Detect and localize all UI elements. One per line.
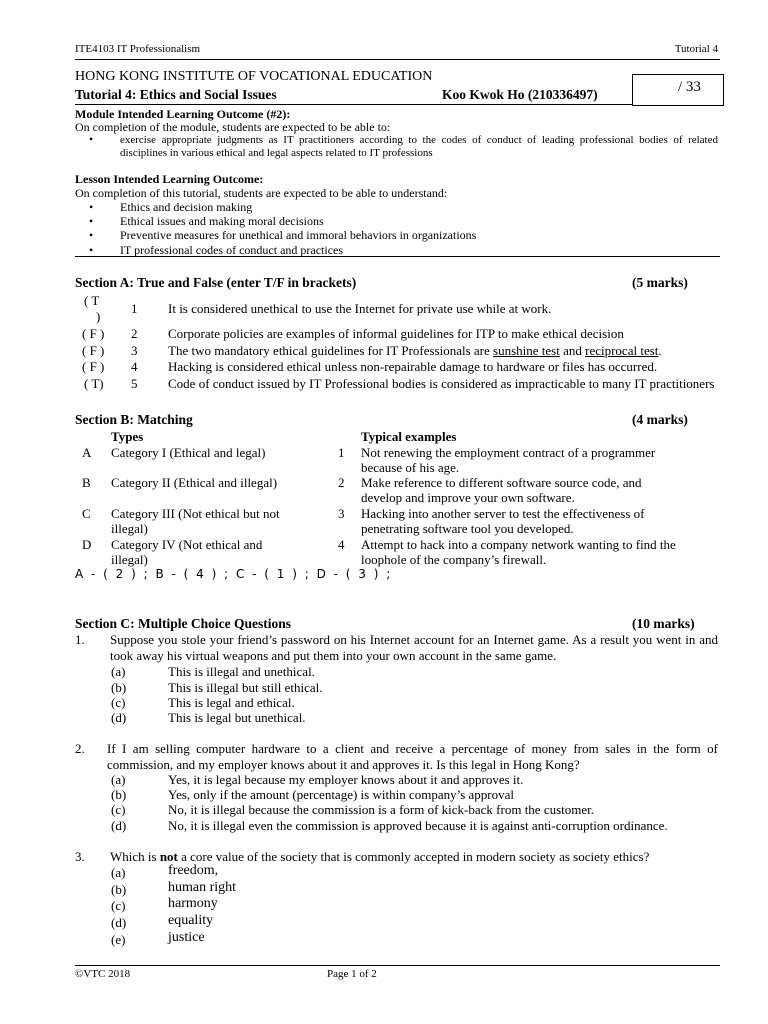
tf-statement: Code of conduct issued by IT Professional bodies is considered as impracticable to many IT practitioners — [168, 376, 715, 391]
section-a-marks: (5 marks) — [632, 275, 688, 290]
example-text-cont: loophole of the company’s firewall. — [361, 552, 547, 567]
lesson-outcome-item: Ethical issues and making moral decisions — [120, 214, 324, 228]
example-number: 1 — [338, 445, 345, 460]
header-course: ITE4103 IT Professionalism — [75, 43, 201, 55]
example-number: 3 — [338, 506, 345, 521]
question-text: If I am selling computer hardware to a client and receive a percentage of money from sales in the form of commission, and my employer knows about it and approves it. Is this legal in Hong Kong? — [107, 741, 718, 772]
example-text-cont: because of his age. — [361, 460, 460, 475]
tf-number: 1 — [131, 301, 138, 316]
type-letter: B — [82, 475, 91, 490]
tf-number: 5 — [131, 376, 138, 391]
option-label: (a) — [111, 865, 126, 880]
tf-answer: ( T — [84, 293, 100, 308]
score-box — [632, 74, 724, 106]
option-text: This is illegal but still ethical. — [168, 680, 323, 695]
option-text: This is legal but unethical. — [168, 710, 306, 725]
question-text: Suppose you stole your friend’s password on his Internet account for an Internet game. As a result you went in and took away his virtual weapons and put them into your own account in the same game. — [110, 632, 718, 663]
option-text: No, it is illegal even the commission is approved because it is against anti-corruption ordinance. — [168, 818, 668, 833]
header-tutorial: Tutorial 4 — [674, 43, 718, 55]
tf-answer: ( F ) — [82, 359, 105, 374]
option-label: (b) — [111, 882, 127, 897]
example-text: Make reference to different software source code, and — [361, 475, 642, 490]
section-c-marks: (10 marks) — [632, 616, 695, 631]
lesson-outcome-heading: Lesson Intended Learning Outcome: — [75, 172, 264, 186]
question-number: 1. — [75, 632, 85, 647]
footer-rule — [75, 965, 720, 966]
tf-number: 3 — [131, 343, 138, 358]
matching-answer-line: A - ( 2 ) ; B - ( 4 ) ; C - ( 1 ) ; D - ( 3 ) ; — [75, 567, 393, 581]
option-label: (b) — [111, 787, 127, 802]
option-text: human right — [168, 880, 237, 895]
option-text: freedom, — [168, 863, 219, 878]
example-text-cont: develop and improve your own software. — [361, 490, 575, 505]
option-label: (c) — [111, 802, 126, 817]
lesson-outcome-item: IT professional codes of conduct and practices — [120, 243, 344, 257]
option-text: Yes, only if the amount (percentage) is within company’s approval — [168, 787, 514, 802]
option-text: harmony — [168, 896, 218, 911]
section-a-title: Section A: True and False (enter T/F in brackets) — [75, 275, 357, 290]
bullet-icon: • — [89, 243, 94, 257]
type-letter: A — [82, 445, 92, 460]
tutorial-title: Tutorial 4: Ethics and Social Issues — [75, 87, 277, 102]
column-header-examples: Typical examples — [361, 429, 457, 444]
type-label-cont: illegal) — [111, 521, 148, 536]
question-number: 2. — [75, 741, 85, 756]
module-outcome-intro: On completion of the module, students are expected to be able to: — [75, 120, 391, 134]
tf-statement: The two mandatory ethical guidelines for IT Professionals are sunshine test and reciprocal test. — [168, 343, 662, 358]
option-text: This is illegal and unethical. — [168, 664, 315, 679]
outcome-rule — [75, 256, 720, 257]
option-text: No, it is illegal because the commission is a form of kick-back from the customer. — [168, 802, 595, 817]
emphasis-not: not — [159, 849, 178, 864]
tf-answer-close: ) — [96, 309, 101, 324]
section-b-title: Section B: Matching — [75, 412, 193, 427]
bullet-icon: • — [89, 200, 94, 214]
underlined-term: sunshine test — [493, 343, 560, 358]
tf-number: 2 — [131, 326, 138, 341]
lesson-outcome-item: Ethics and decision making — [120, 200, 253, 214]
header-rule — [75, 59, 720, 60]
tf-answer: ( F ) — [82, 343, 105, 358]
bullet-icon: • — [89, 132, 94, 146]
module-outcome-heading: Module Intended Learning Outcome (#2): — [75, 107, 291, 121]
option-label: (d) — [111, 915, 127, 930]
option-label: (d) — [111, 710, 127, 725]
option-text: justice — [168, 930, 205, 945]
column-header-types: Types — [111, 429, 144, 444]
option-label: (a) — [111, 664, 126, 679]
type-label: Category IV (Not ethical and — [111, 537, 263, 552]
example-number: 2 — [338, 475, 345, 490]
footer-copyright: ©VTC 2018 — [75, 968, 131, 980]
score-value: / 33 — [678, 79, 701, 95]
option-label: (c) — [111, 898, 126, 913]
student-name: Koo Kwok Ho (210336497) — [442, 87, 598, 102]
tf-answer: ( F ) — [82, 326, 105, 341]
option-text: This is legal and ethical. — [168, 695, 295, 710]
option-label: (e) — [111, 932, 126, 947]
type-letter: D — [82, 537, 92, 552]
lesson-outcome-item: Preventive measures for unethical and immoral behaviors in organizations — [120, 228, 477, 242]
type-label-cont: illegal) — [111, 552, 148, 567]
option-label: (c) — [111, 695, 126, 710]
option-label: (b) — [111, 680, 127, 695]
bullet-icon: • — [89, 214, 94, 228]
module-outcome-item: exercise appropriate judgments as IT practitioners according to the codes of conduct of leading professional bodies of related disciplines in various ethical and legal aspects related to IT professions — [120, 134, 718, 159]
tf-answer: ( T) — [84, 376, 104, 391]
question-text: Which is not a core value of the society that is commonly accepted in modern society as society ethics? — [110, 849, 650, 864]
tf-statement: It is considered unethical to use the Internet for private use while at work. — [168, 301, 552, 316]
title-rule — [75, 104, 632, 105]
question-number: 3. — [75, 849, 85, 864]
type-letter: C — [82, 506, 91, 521]
option-label: (d) — [111, 818, 127, 833]
footer-page-number: Page 1 of 2 — [327, 968, 377, 980]
institute-name: HONG KONG INSTITUTE OF VOCATIONAL EDUCATION — [75, 69, 433, 84]
example-number: 4 — [338, 537, 345, 552]
tf-statement: Corporate policies are examples of informal guidelines for ITP to make ethical decision — [168, 326, 624, 341]
option-label: (a) — [111, 772, 126, 787]
tf-number: 4 — [131, 359, 138, 374]
section-b-marks: (4 marks) — [632, 412, 688, 427]
lesson-outcome-intro: On completion of this tutorial, students are expected to be able to understand: — [75, 186, 448, 200]
example-text: Hacking into another server to test the effectiveness of — [361, 506, 645, 521]
tf-statement: Hacking is considered ethical unless non-repairable damage to hardware or files has occurred. — [168, 359, 658, 374]
option-text: equality — [168, 913, 214, 928]
example-text-cont: penetrating software tool you developed. — [361, 521, 574, 536]
bullet-icon: • — [89, 228, 94, 242]
section-c-title: Section C: Multiple Choice Questions — [75, 616, 291, 631]
type-label: Category III (Not ethical but not — [111, 506, 280, 521]
option-text: Yes, it is legal because my employer knows about it and approves it. — [168, 772, 524, 787]
example-text: Attempt to hack into a company network wanting to find the — [361, 537, 676, 552]
underlined-term: reciprocal test — [585, 343, 659, 358]
type-label: Category II (Ethical and illegal) — [111, 475, 278, 490]
type-label: Category I (Ethical and legal) — [111, 445, 266, 460]
example-text: Not renewing the employment contract of a programmer — [361, 445, 656, 460]
